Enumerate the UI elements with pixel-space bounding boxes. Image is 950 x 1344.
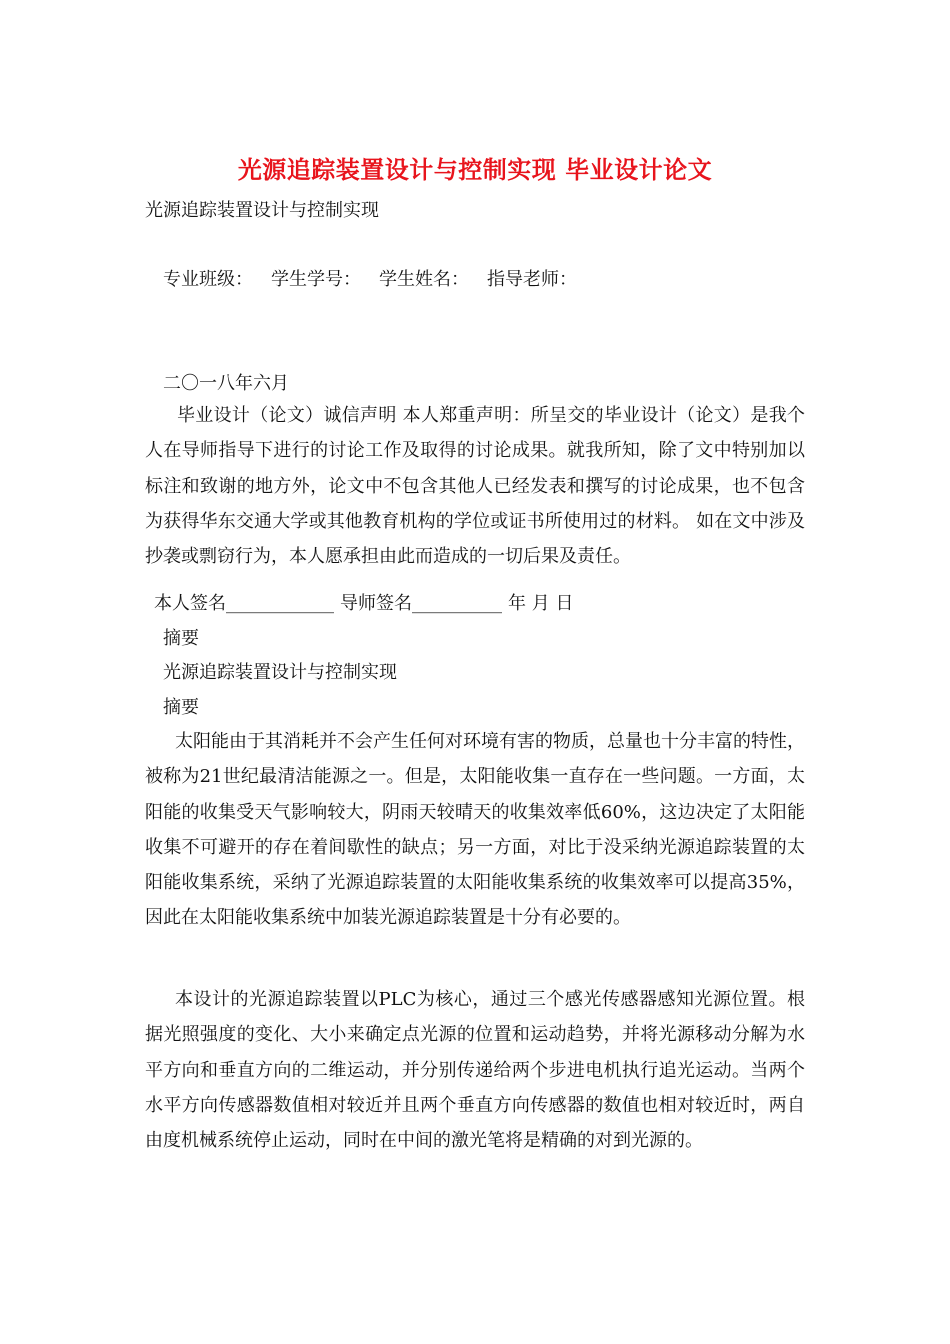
advisor-signature: 导师签名__________ (340, 593, 502, 614)
signature-line (154, 592, 579, 616)
info-fields (163, 268, 595, 292)
declaration-paragraph: 毕业设计（论文）诚信声明 本人郑重声明：所呈交的毕业设计（论文）是我个人在导师指导下进行的讨论工作及取得的讨论成果。就我所知，除了文中特别加以标注和致谢的地方外，论文中不包含其他人已经发表和撰写的讨论成果，也不包含为获得华东交通大学或其他教育机构的学位或证书所使用过的材料。 如在文中涉及抄袭或剽窃行为，本人愿承担由此而造成的一切后果及责任。 (145, 405, 805, 568)
document-date: 二〇一八年六月 (163, 373, 289, 394)
abstract-heading-secondary: 摘要 (163, 697, 199, 718)
document-subtitle: 光源追踪装置设计与控制实现 (145, 200, 379, 221)
field-major-class: 专业班级： (163, 269, 253, 290)
field-advisor: 指导老师： (487, 269, 577, 290)
abstract-title: 光源追踪装置设计与控制实现 (163, 662, 397, 683)
author-signature: 本人签名____________ (154, 593, 334, 614)
field-student-id: 学生学号： (271, 269, 361, 290)
abstract-paragraph-1: 太阳能由于其消耗并不会产生任何对环境有害的物质，总量也十分丰富的特性，被称为21世纪最清洁能源之一。但是，太阳能收集一直存在一些问题。一方面，太阳能的收集受天气影响较大，阴雨天较晴天的收集效率低60%，这边决定了太阳能收集不可避开的存在着间歇性的缺点；另一方面，对比于没采纳光源追踪装置的太阳能收集系统，采纳了光源追踪装置的太阳能收集系统的收集效率可以提高35%，因此在太阳能收集系统中加装光源追踪装置是十分有必要的。 (145, 731, 805, 929)
field-student-name: 学生姓名： (379, 269, 469, 290)
abstract-heading: 摘要 (163, 628, 199, 649)
abstract-paragraph-2: 本设计的光源追踪装置以PLC为核心，通过三个感光传感器感知光源位置。根据光照强度的变化、大小来确定点光源的位置和运动趋势，并将光源移动分解为水平方向和垂直方向的二维运动，并分别传递给两个步进电机执行追光运动。当两个水平方向传感器数值相对较近并且两个垂直方向传感器的数值也相对较近时，两自由度机械系统停止运动，同时在中间的激光笔将是精确的对到光源的。 (145, 989, 805, 1152)
document-title: 光源追踪装置设计与控制实现 毕业设计论文 (237, 155, 713, 184)
signature-date: 年 月 日 (508, 593, 574, 614)
